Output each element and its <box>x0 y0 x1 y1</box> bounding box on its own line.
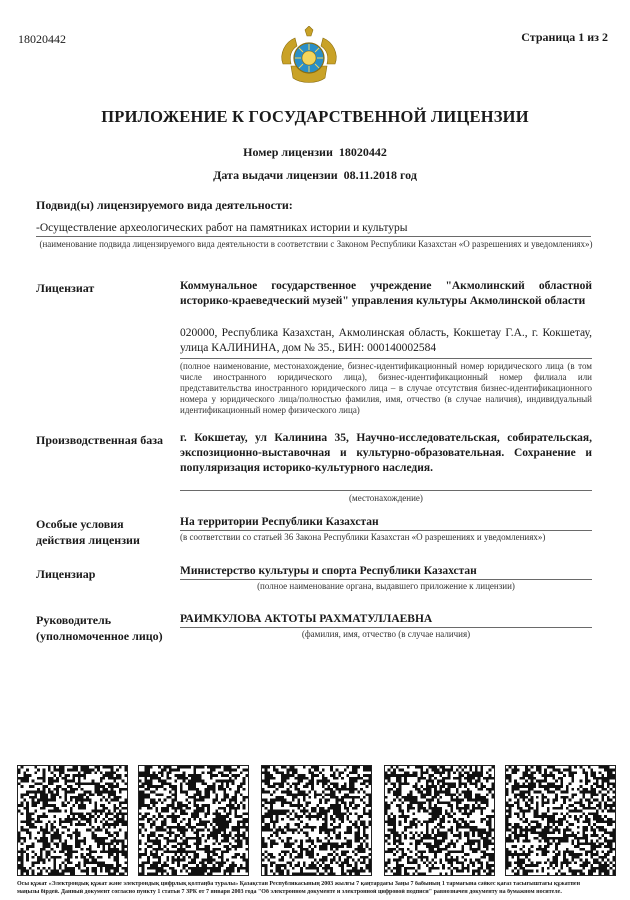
divider <box>180 490 592 491</box>
licensor-value: Министерство культуры и спорта Республики Казахстан <box>180 565 477 577</box>
special-conditions-label-line1: Особые условия <box>36 517 124 531</box>
divider <box>180 579 592 580</box>
license-number-value: 18020442 <box>338 145 387 159</box>
production-base-label: Производственная база <box>36 433 164 447</box>
license-date-label: Дата выдачи лицензии <box>213 168 338 182</box>
page-title: ПРИЛОЖЕНИЕ К ГОСУДАРСТВЕННОЙ ЛИЦЕНЗИИ <box>101 107 529 126</box>
head-value: РАИМКУЛОВА АКТОТЫ РАХМАТУЛЛАЕВНА <box>180 613 433 625</box>
license-date-line <box>0 168 630 183</box>
qr-code-icon <box>505 765 616 876</box>
subtype-note: (наименование подвида лицензируемого вида деятельности в соответствии с Законом Республики Казахстан «О разрешениях и уведомлениях») <box>39 239 593 249</box>
subtype-value: -Осуществление археологических работ на памятниках истории и культуры <box>36 222 408 234</box>
production-base-value: г. Кокшетау, ул Калинина 35, Научно-исследовательская, собирательская, экспозиционно-выставочная и культурно-образовательная. Сохранение и популяризация историко-культурного наследия. <box>180 432 592 474</box>
footer-legal-line1: Осы құжат «Электрондық құжат және электрондық цифрлық қолтаңба туралы» Қазақстан Республикасының 2003 жылғы 7 қаңтардағы Заңы 7 бабының 1 тармағына сәйкес қағаз тасығыштағы құжатпен <box>17 881 581 887</box>
qr-code-icon <box>138 765 249 876</box>
license-number-label: Номер лицензии <box>243 145 333 159</box>
head-note: (фамилия, имя, отчество (в случае наличия) <box>301 629 471 639</box>
licensee-address: 020000, Республика Казахстан, Акмолинская область, Кокшетау Г.А., г. Кокшетау, улица КАЛИНИНА, дом № 35., БИН: 000140002584 <box>180 327 592 354</box>
licensee-note: (полное наименование, местонахождение, бизнес-идентификационный номер юридического лица (в том числе иностранного юридического лица), бизнес-идентификационный номер филиала или представительства иностранного юридического лица – в случае отсутствия бизнес-идентификационного номера у юридического лица/полностью фамилия, имя, отчество (в случае наличия), индивидуальный идентификационный номер физического лица) <box>180 361 592 415</box>
divider <box>180 627 592 628</box>
qr-code-icon <box>261 765 372 876</box>
page-indicator: Страница 1 из 2 <box>521 30 608 44</box>
licensee-label: Лицензиат <box>36 281 95 295</box>
special-conditions-label-line2: действия лицензии <box>36 533 140 547</box>
divider <box>180 358 592 359</box>
qr-code-icon <box>17 765 128 876</box>
licensee-name: Коммунальное государственное учреждение "Акмолинский областной историко-краеведческий музей" управления культуры Акмолинской области <box>180 280 592 307</box>
licensor-label: Лицензиар <box>36 567 96 581</box>
special-conditions-note: (в соответствии со статьей 36 Закона Республики Казахстан «О разрешениях и уведомлениях») <box>180 532 546 542</box>
head-label-line2: (уполномоченное лицо) <box>36 629 163 643</box>
license-date-value: 08.11.2018 год <box>343 168 417 182</box>
divider <box>180 530 592 531</box>
divider <box>36 236 591 237</box>
license-number-line <box>0 145 630 160</box>
licensor-note: (полное наименование органа, выдавшего приложение к лицензии) <box>257 581 515 591</box>
kazakhstan-state-emblem-icon <box>277 26 341 90</box>
subtype-heading: Подвид(ы) лицензируемого вида деятельности: <box>36 198 293 212</box>
qr-code-icon <box>384 765 495 876</box>
production-base-note: (местонахождение) <box>349 493 423 503</box>
document-number: 18020442 <box>18 32 66 46</box>
head-label-line1: Руководитель <box>36 613 112 627</box>
footer-legal-line2: маңызы бірдей. Данный документ согласно пункту 1 статьи 7 ЗРК от 7 января 2003 года "Об электронном документе и электронной цифровой подписи" равнозначен документу на бумажном носителе. <box>17 889 562 895</box>
special-conditions-value: На территории Республики Казахстан <box>180 516 379 528</box>
